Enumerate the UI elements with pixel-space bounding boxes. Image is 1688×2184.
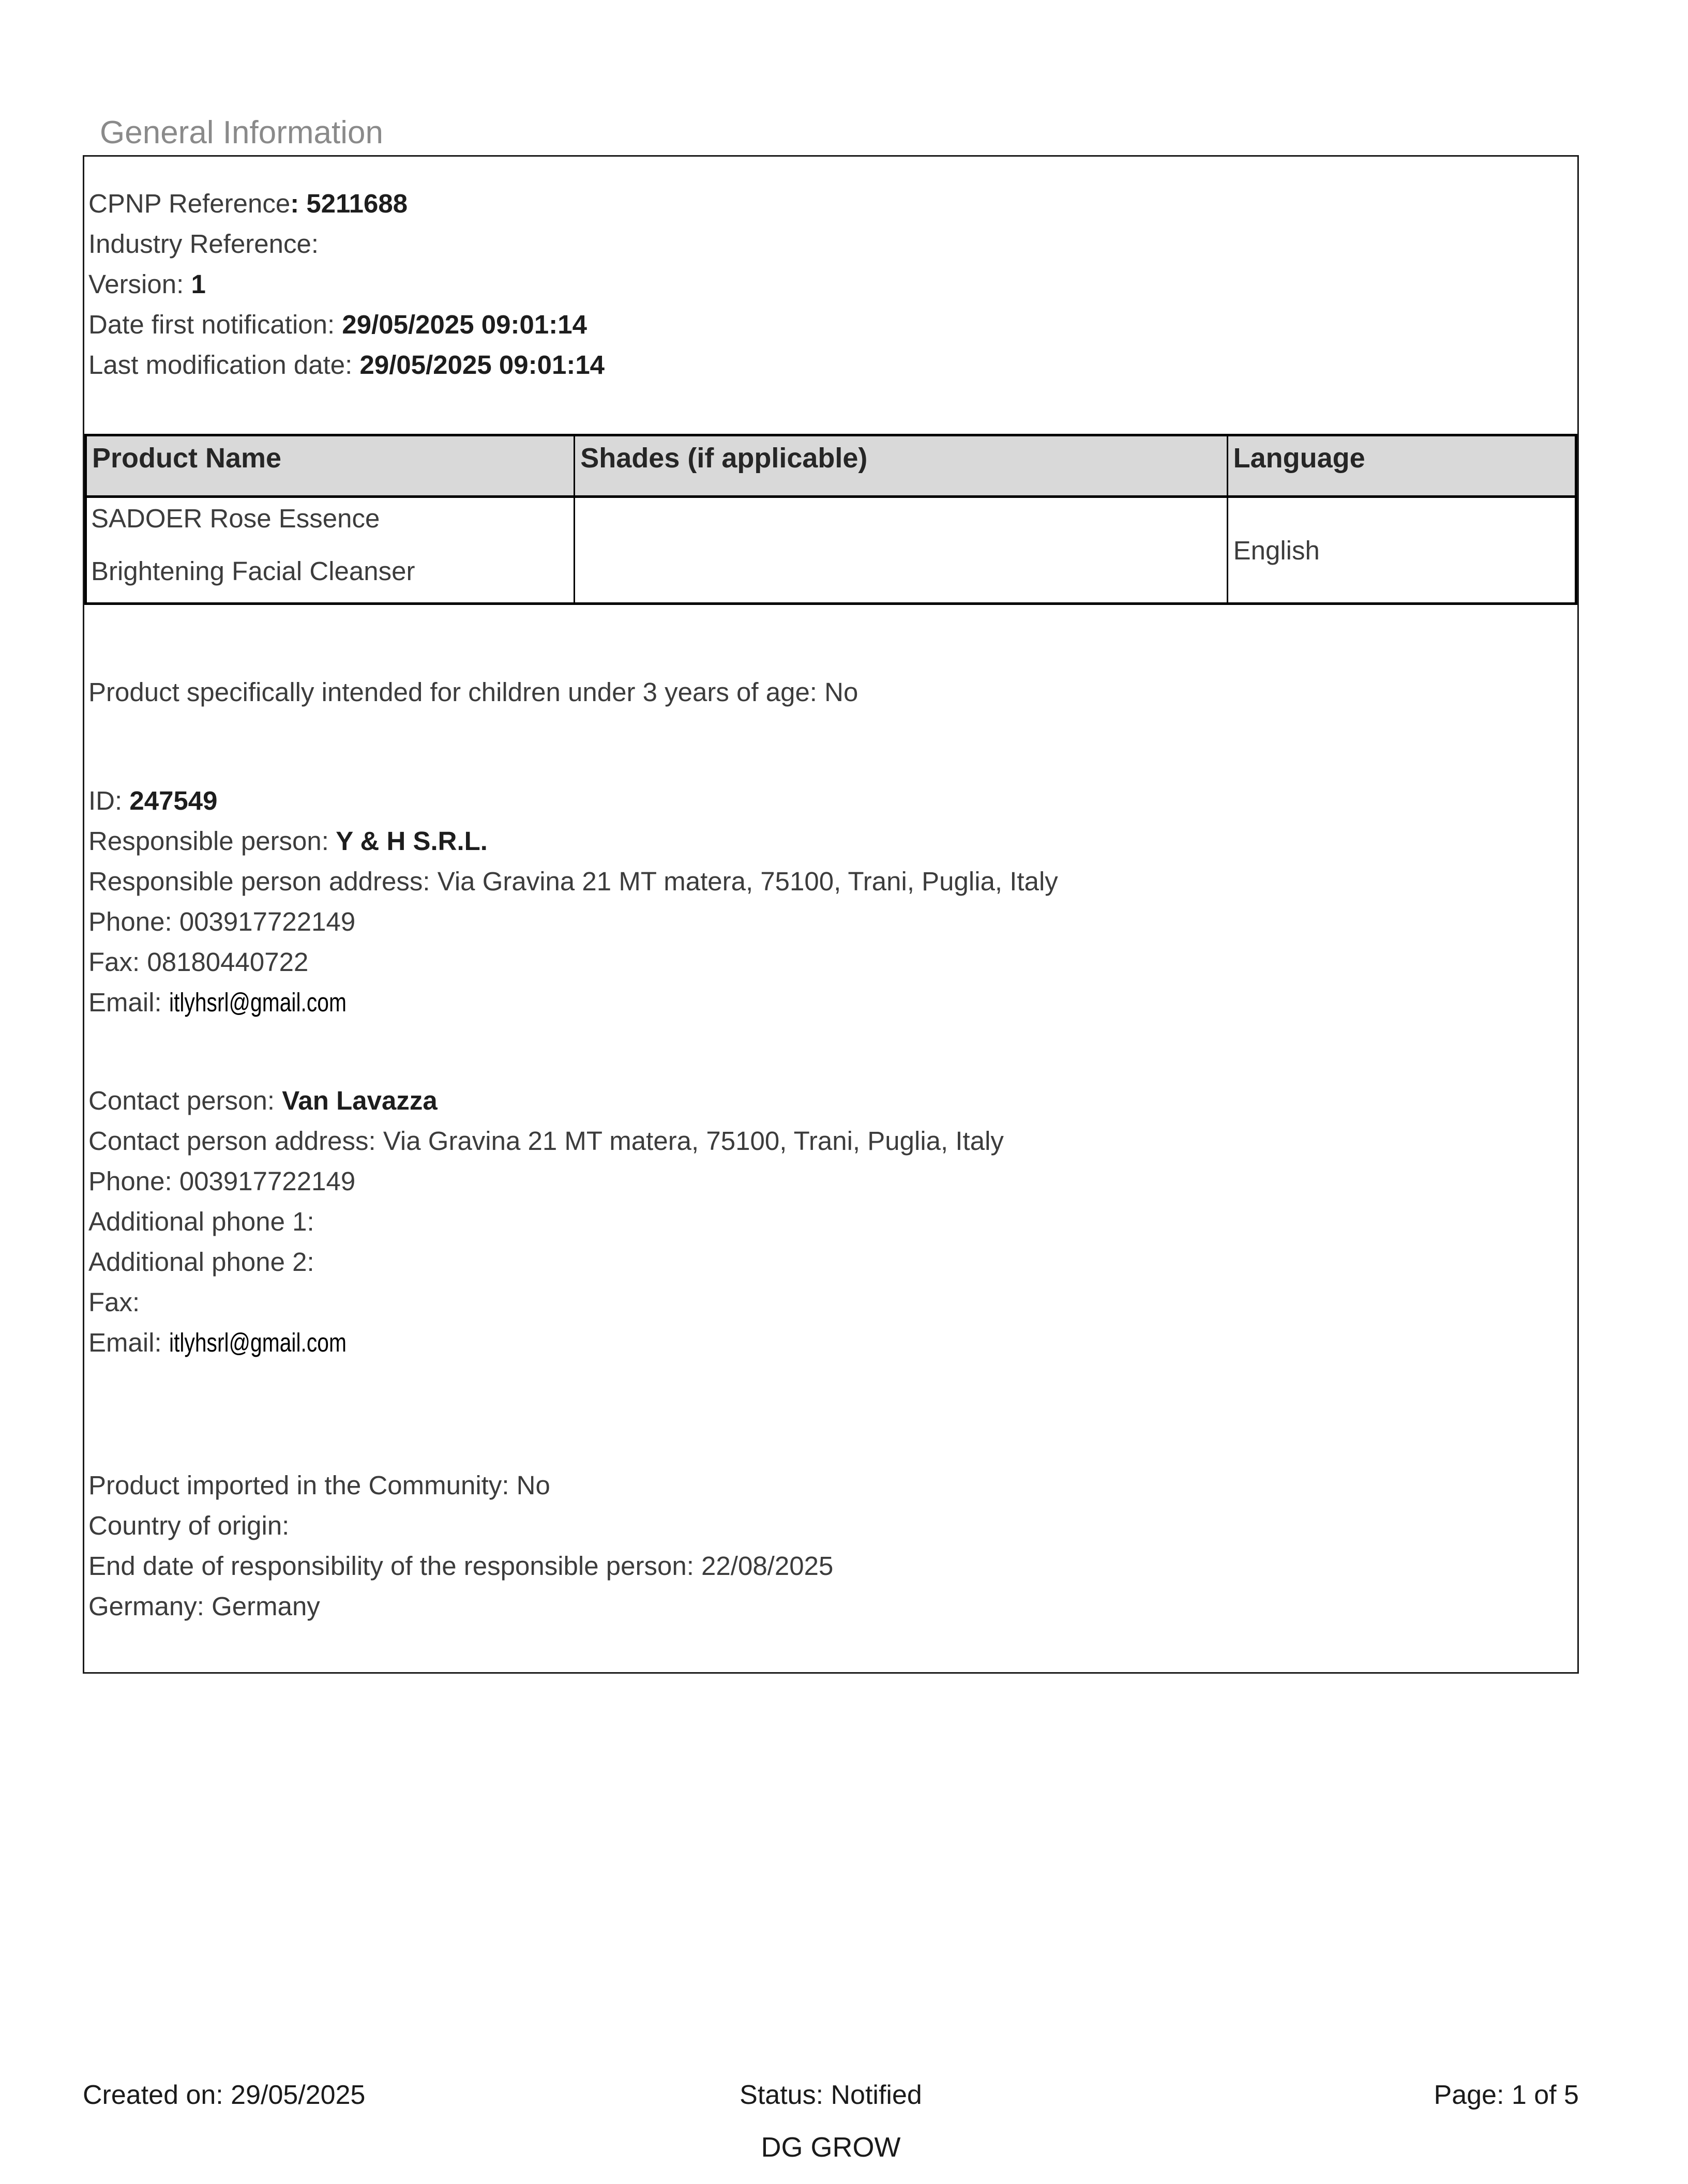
- responsible-phone-line: [84, 902, 1577, 942]
- general-information-box: [83, 155, 1579, 1674]
- responsible-fax-value: 08180440722: [140, 947, 309, 977]
- responsible-person-value: Y & H S.R.L.: [328, 826, 488, 856]
- product-name-line1: SADOER Rose Essence: [91, 504, 380, 533]
- reference-section: [84, 184, 1577, 385]
- date-first-notification-label: Date first notification:: [88, 310, 335, 339]
- imported-label: Product imported in the Community:: [88, 1470, 509, 1500]
- contact-fax-label: Fax:: [88, 1287, 140, 1317]
- table-header-row: [86, 435, 1576, 497]
- additional-phone2-label: Additional phone 2:: [88, 1247, 314, 1277]
- date-first-notification-value: 29/05/2025 09:01:14: [335, 310, 587, 339]
- children-value: No: [817, 677, 858, 707]
- children-label: Product specifically intended for children under 3 years of age:: [88, 677, 817, 707]
- last-modification-line: [84, 345, 1577, 385]
- industry-reference-label: Industry Reference:: [88, 229, 319, 259]
- contact-person-label: Contact person:: [88, 1086, 275, 1115]
- page-footer: [83, 2080, 1579, 2111]
- cpnp-reference-value: : 5211688: [290, 189, 408, 218]
- contact-person-section: [84, 1081, 1577, 1363]
- footer-status: Status: Notified: [740, 2080, 922, 2110]
- industry-reference-line: [84, 224, 1577, 264]
- contact-email-value: itlyhsrl@gmail.com: [169, 1328, 346, 1357]
- id-label: ID:: [88, 786, 123, 815]
- contact-address-label: Contact person address:: [88, 1126, 376, 1156]
- contact-address-value: Via Gravina 21 MT matera, 75100, Trani, Puglia, Italy: [375, 1126, 1004, 1156]
- responsible-email-value: itlyhsrl@gmail.com: [169, 988, 346, 1017]
- children-section: [84, 672, 1577, 712]
- responsible-phone-value: 003917722149: [172, 907, 356, 936]
- footer-created-on: Created on: 29/05/2025: [83, 2080, 366, 2110]
- germany-label: Germany:: [88, 1591, 204, 1621]
- last-modification-value: 29/05/2025 09:01:14: [352, 350, 605, 380]
- table-row: [86, 497, 1576, 604]
- cpnp-reference-line: [84, 184, 1577, 224]
- product-name-cell: [86, 497, 575, 604]
- contact-phone-value: 003917722149: [172, 1166, 356, 1196]
- column-header-shades: Shades (if applicable): [575, 435, 1227, 497]
- responsible-person-label: Responsible person:: [88, 826, 329, 856]
- column-header-language: Language: [1227, 435, 1576, 497]
- responsible-address-label: Responsible person address:: [88, 867, 430, 896]
- import-section: [84, 1465, 1577, 1627]
- product-name-table: [84, 434, 1577, 605]
- contact-email-line: [84, 1323, 1577, 1363]
- responsible-phone-label: Phone:: [88, 907, 172, 936]
- footer-dg-grow: DG GROW: [761, 2132, 901, 2163]
- contact-person-line: [84, 1081, 1577, 1121]
- version-value: 1: [184, 269, 206, 299]
- responsible-address-line: [84, 861, 1577, 902]
- contact-person-value: Van Lavazza: [275, 1086, 438, 1115]
- language-cell: English: [1227, 497, 1576, 604]
- shades-cell: [575, 497, 1227, 604]
- product-name-line2: Brightening Facial Cleanser: [91, 556, 415, 586]
- end-date-value: 22/08/2025: [694, 1551, 834, 1581]
- last-modification-label: Last modification date:: [88, 350, 353, 380]
- germany-line: [84, 1586, 1577, 1627]
- contact-phone-label: Phone:: [88, 1166, 172, 1196]
- additional-phone1-line: [84, 1202, 1577, 1242]
- page-title: General Information: [100, 115, 383, 150]
- responsible-email-label: Email:: [88, 988, 162, 1017]
- contact-email-label: Email:: [88, 1328, 162, 1357]
- country-of-origin-label: Country of origin:: [88, 1511, 290, 1540]
- id-line: [84, 781, 1577, 821]
- id-value: 247549: [122, 786, 218, 815]
- version-label: Version:: [88, 269, 184, 299]
- contact-fax-line: [84, 1282, 1577, 1323]
- germany-value: Germany: [204, 1591, 320, 1621]
- cpnp-reference-label: CPNP Reference: [88, 189, 291, 218]
- version-line: [84, 264, 1577, 305]
- additional-phone2-line: [84, 1242, 1577, 1282]
- imported-value: No: [509, 1470, 550, 1500]
- responsible-email-line: [84, 982, 1577, 1023]
- responsible-address-value: Via Gravina 21 MT matera, 75100, Trani, Puglia, Italy: [430, 867, 1058, 896]
- additional-phone1-label: Additional phone 1:: [88, 1207, 314, 1236]
- contact-address-line: [84, 1121, 1577, 1161]
- responsible-person-section: [84, 781, 1577, 1023]
- footer-page-number: Page: 1 of 5: [1434, 2080, 1579, 2110]
- contact-phone-line: [84, 1161, 1577, 1202]
- imported-line: [84, 1465, 1577, 1506]
- end-date-line: [84, 1546, 1577, 1586]
- product-name-gap: [91, 535, 568, 555]
- children-line: [84, 672, 1577, 712]
- date-first-notification-line: [84, 305, 1577, 345]
- responsible-fax-label: Fax:: [88, 947, 140, 977]
- column-header-product-name: Product Name: [86, 435, 575, 497]
- end-date-label: End date of responsibility of the responsible person:: [88, 1551, 694, 1581]
- responsible-fax-line: [84, 942, 1577, 982]
- country-of-origin-line: [84, 1506, 1577, 1546]
- responsible-person-line: [84, 821, 1577, 861]
